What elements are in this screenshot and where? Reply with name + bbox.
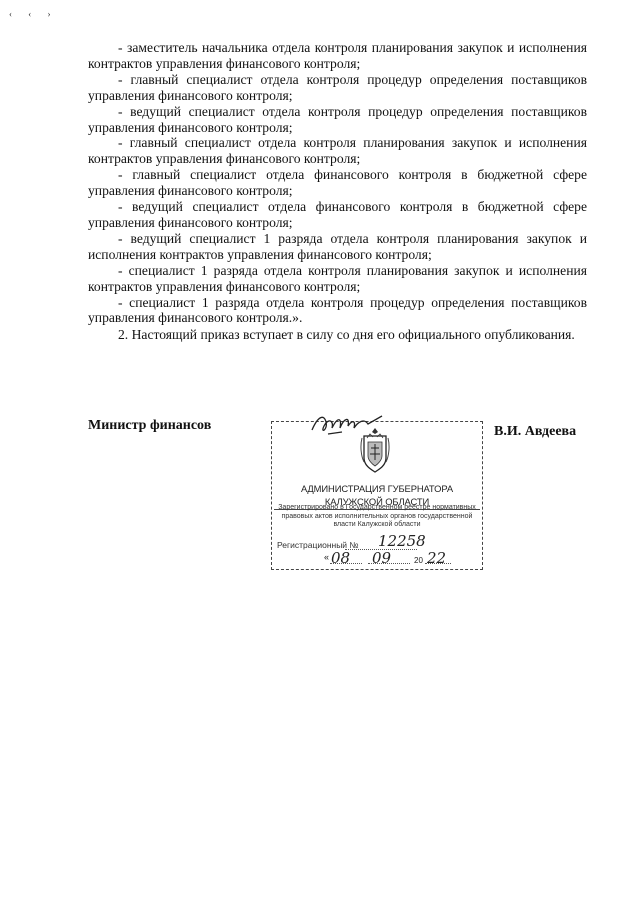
list-item: - ведущий специалист отдела финансового контроля в бюджетной сфере управления финансового контроля; xyxy=(88,199,587,230)
list-item: - специалист 1 разряда отдела контроля планирования закупок и исполнения контрактов управления финансового контроля; xyxy=(88,262,587,294)
effective-date-paragraph: 2. Настоящий приказ вступает в силу со дня его официального опубликования. xyxy=(118,327,575,343)
date-day: 08 xyxy=(331,549,351,567)
registration-stamp xyxy=(271,421,483,570)
list-item: - специалист 1 разряда отдела контроля процедур определения поставщиков управления финансового контроля.». xyxy=(88,294,587,326)
list-item: - ведущий специалист отдела контроля процедур определения поставщиков управления финансового контроля; xyxy=(88,103,587,135)
stamp-date xyxy=(324,549,476,570)
stamp-registration-note: Зарегистрировано в Государственном реестре нормативных правовых актов исполнительных органов государственной власти Калужской области xyxy=(278,504,476,529)
signatory-position: Министр финансов xyxy=(88,418,212,433)
signatory-name: В.И. Авдеева xyxy=(494,424,577,439)
stamp-reg-label: Регистрационный № xyxy=(277,540,359,550)
date-century: 20 xyxy=(414,556,423,565)
date-month: 09 xyxy=(372,549,392,567)
list-item: - главный специалист отдела контроля процедур определения поставщиков управления финансового контроля; xyxy=(88,71,587,103)
stamp-reg-number: 12258 xyxy=(378,532,426,550)
list-item: - главный специалист отдела финансового контроля в бюджетной сфере управления финансового контроля; xyxy=(88,167,587,199)
document-body xyxy=(88,40,587,343)
date-year: 22 xyxy=(427,549,447,567)
coat-of-arms-icon xyxy=(358,426,392,474)
scan-artifact-marks: ‹ ‹ › xyxy=(9,9,58,19)
stamp-organization: АДМИНИСТРАЦИЯ ГУБЕРНАТОРА КАЛУЖСКОЙ ОБЛАСТИ xyxy=(274,482,480,510)
date-quote: « xyxy=(324,552,330,562)
list-item: - заместитель начальника отдела контроля планирования закупок и исполнения контрактов управления финансового контроля; xyxy=(88,40,587,71)
list-item: - главный специалист отдела контроля планирования закупок и исполнения контрактов управления финансового контроля; xyxy=(88,135,587,167)
list-item: - ведущий специалист 1 разряда отдела контроля планирования закупок и исполнения контрактов управления финансового контроля; xyxy=(88,230,587,262)
